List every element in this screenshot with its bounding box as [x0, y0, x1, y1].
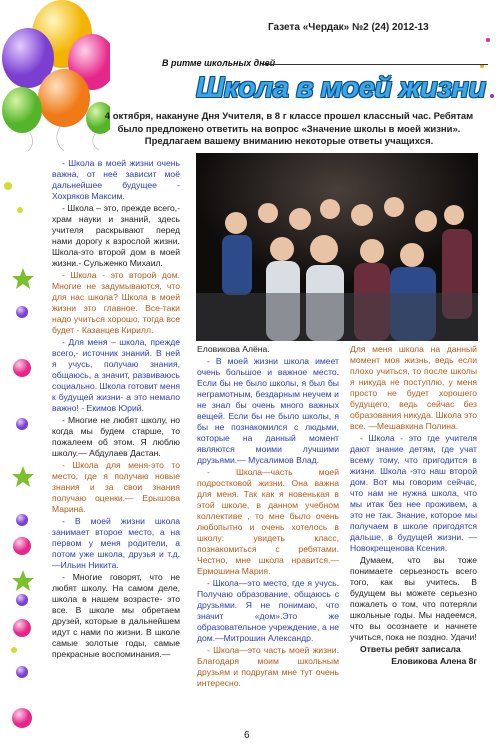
article-intro: 4 октября, накануне Дня Учителя, в 8 г классе прошел классный час. Ребятам было предложено ответить на вопрос «Значение школы в моей жизни». Предлагаем вашему вниманию некоторые ответы учащихся.: [104, 111, 474, 147]
answer-paragraph: - Школа—часть моей подростковой жизни. Она важна для меня. Так как я новенькая в этой школе, в данном учебном коллективе , то мне было очень любопытно и очень хотелось в школу: увидеть класс, познакомиться с ребятами. Честно, мне школа нравится.—Ермошина Мария.: [197, 467, 339, 576]
answer-author: Еловикова Алёна.: [197, 344, 270, 354]
answer-paragraph: - Школа - это второй дом. Многие не задумываются, что для нас школа? Школа в моей жизни это главное. Все-таки надо учиться хорошо, тогда все будет - Казанцев Кирилл.: [52, 270, 180, 335]
answer-paragraph: - Школа—это часть моей жизни. Благодаря моим школьным друзьям и подругам мне тут очень интересно.: [197, 645, 339, 688]
answers-column-2: [197, 344, 339, 690]
answer-paragraph: - Школа для меня-это то место, где я получаю новые знания и за свои знания получаю оценки.— Ерышова Марина.: [52, 460, 180, 514]
class-photo: [196, 153, 478, 341]
answer-paragraph: Для меня школа на данный момент моя жизнь, ведь если плохо учиться, то после школы я никуда не поступлю, у меня просто не будет хорошего будущего, ведь сейчас без образования никуда. Школа это все. —Мешавкина Полина.: [350, 344, 477, 431]
answer-paragraph: - В моей жизни школа занимает второе место, а на первом у меня родители, а потом уже школа, друзья и т.д.—Ильин Никита.: [52, 516, 180, 570]
answer-paragraph: - В моей жизни школа имеет очень большое и важное место. Если бы не было школы, я был бы неграмотным, бездарным неучем и не знал бы очень много важных вещей. Если бы не было школы, я бы не познакомился с людьми, которые на данный момент являются моими лучшими друзьями.— Мусалимов Влад.: [197, 356, 339, 465]
answer-paragraph: - Школа в моей жизни очень важна, от неё зависит моё дальнейшее будущее - Хохряков Максим.: [52, 158, 180, 201]
answer-paragraph: - Школа - это где учителя дают знание детям, где учат всему тому, что пригодится в жизни. Школа -это наш второй дом. Вот мы говорим сейчас, что нам не нужна школа, что мы итак без нее проживем, а это не так. Знание, которое мы получаем в школе пригодятся дальше, в будущей жизни. — Новокрещенова Ксения.: [350, 433, 477, 553]
answer-paragraph: - Многие не любят школу, но когда мы будем старше, то пожалеем об этом. Я люблю школу.— Абдулаев Дастан.: [52, 415, 180, 458]
author-name: Еловикова Алена 8г: [391, 656, 477, 666]
answer-paragraph: - Школа—это место, где я учусь. Получаю образование, общаюсь с друзьями. Я не понимаю, что значит «дом».Это же образовательное учреждение, а не дом.—Митрошин Александр.: [197, 578, 339, 643]
page-number: 6: [244, 730, 250, 741]
section-label: В ритме школьных дней: [162, 58, 276, 68]
class-photo-figures: [196, 153, 478, 341]
author-credit: Ответы ребят записала: [360, 644, 461, 654]
closing-paragraph: Думаем, что вы тоже понимаете серьезность всего того, как вы учитесь. В будущем вы можете серьезно пожалеть о том, что потеряли школьные годы. Мы надеемся, что вы осознаете и начнете учиться, пока не поздно. Удачи!: [350, 555, 477, 642]
answer-paragraph: - Многие говорят, что не любят школу. На самом деле, школа в нашем возрасте- это все. В школе мы обретаем друзей, которые в дальнейшем идут с нами по жизни. В школе самые золотые годы, самые прекрасные воспоминания.—: [52, 572, 180, 659]
answer-paragraph: - Школа – это, прежде всего,- храм науки и знаний, здесь учителя раскрывают перед нами дорогу к взрослой жизни. Школа-это второй дом в моей жизни.- Сульженко Михаил.: [52, 203, 180, 268]
article-headline: Школа в моей жизни: [196, 72, 486, 104]
section-divider: [262, 64, 488, 65]
issue-title: Газета «Чердак» №2 (24) 2012-13: [268, 22, 429, 33]
answer-paragraph: - Для меня – школа, прежде всего,- источник знаний. В ней я учусь, получаю знания, общаюсь, а значит, развиваюсь социально. Школа готовит меня к будущей жизни- а это немало важно! - Екимов Юрий.: [52, 337, 180, 413]
answers-column-1: [52, 158, 180, 661]
answers-column-3: [350, 344, 477, 668]
